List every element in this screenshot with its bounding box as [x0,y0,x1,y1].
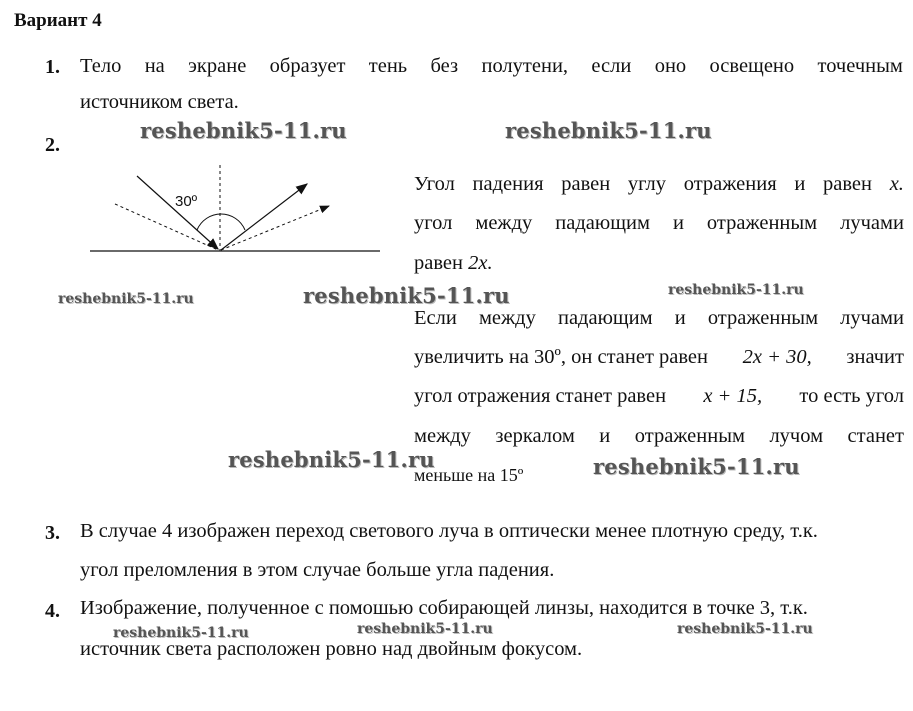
word: без [430,55,459,77]
word: угол [414,212,453,234]
item-2-para-1-line-2 [414,212,904,235]
watermark: reshebnik5-11.ru [505,118,712,143]
item-3-line-2: угол преломления в этом случае больше угла падения. [80,559,555,581]
word: точечным [817,55,903,77]
word: тень [368,55,408,77]
word: оно [654,55,687,77]
word: полутени, [481,55,569,77]
word: равен [823,173,872,195]
watermark: reshebnik5-11.ru [668,282,804,298]
item-2-para-2-line-1 [414,307,904,330]
word: падающим [557,307,653,329]
watermark: reshebnik5-11.ru [593,454,800,479]
word: зеркалом [495,425,575,447]
item-4-line-2: источник света расположен ровно над двойным фокусом. [80,638,583,660]
item-2-para-2-line-5: меньше на 15º [414,465,524,485]
word: и [794,173,806,195]
word: на [144,55,165,77]
item-4-line-1: Изображение, полученное с помошью собирающей линзы, находится в точке 3, т.к. [80,597,808,619]
reflected-ray-dashed [221,206,329,250]
angle-label: 30º [175,193,198,210]
word: лучом [769,425,824,447]
page-title: Вариант 4 [14,10,102,31]
watermark: reshebnik5-11.ru [677,621,813,637]
word: равен [561,173,611,195]
item-1-line-1 [80,55,903,78]
incident-ray [137,176,218,249]
word: экране [188,55,247,77]
watermark: reshebnik5-11.ru [140,118,347,143]
word: и [599,425,611,447]
item-2-para-1-line-3: равен 2x. [414,252,493,274]
word: между [475,212,533,234]
word: отражения [683,173,777,195]
item-1-number: 1. [45,56,60,78]
item-1-line-2: источником света. [80,91,239,113]
watermark: reshebnik5-11.ru [113,625,249,641]
word: лучами [840,307,904,329]
item-3-line-1: В случае 4 изображен переход светового луча в оптически менее плотную среду, т.к. [80,520,818,542]
word: падения [472,173,544,195]
item-3-number: 3. [45,522,60,544]
watermark: reshebnik5-11.ru [303,283,510,308]
watermark: reshebnik5-11.ru [357,621,493,637]
word: отраженным [634,425,745,447]
angle-arc [197,214,245,230]
word: углу [627,173,667,195]
item-4-number: 4. [45,600,60,622]
item-2-para-2-line-4 [414,425,904,448]
watermark: reshebnik5-11.ru [228,447,435,472]
word: отраженным [707,307,819,329]
word: падающим [555,212,650,234]
word: Угол [414,173,455,195]
variable: x. [889,173,904,195]
item-2-number: 2. [45,134,60,156]
word: Тело [80,55,122,77]
watermark: reshebnik5-11.ru [58,291,194,307]
word: между [478,307,536,329]
word: если [591,55,632,77]
word: лучами [840,212,904,234]
word: отраженным [706,212,818,234]
word: освещено [709,55,795,77]
incident-ray-dashed [115,204,218,250]
item-2-para-1-line-1 [414,173,904,196]
word: и [672,212,684,234]
word: и [674,307,686,329]
word: образует [269,55,346,77]
reflection-diagram [85,160,385,270]
word: между [414,425,471,447]
word: Если [414,307,457,329]
word: станет [847,425,904,447]
item-2-para-2-line-2: увеличить на 30º, он станет равен 2x + 30, значит [414,346,904,368]
item-2-para-2-line-3: угол отражения станет равен x + 15, то есть угол [414,385,904,407]
